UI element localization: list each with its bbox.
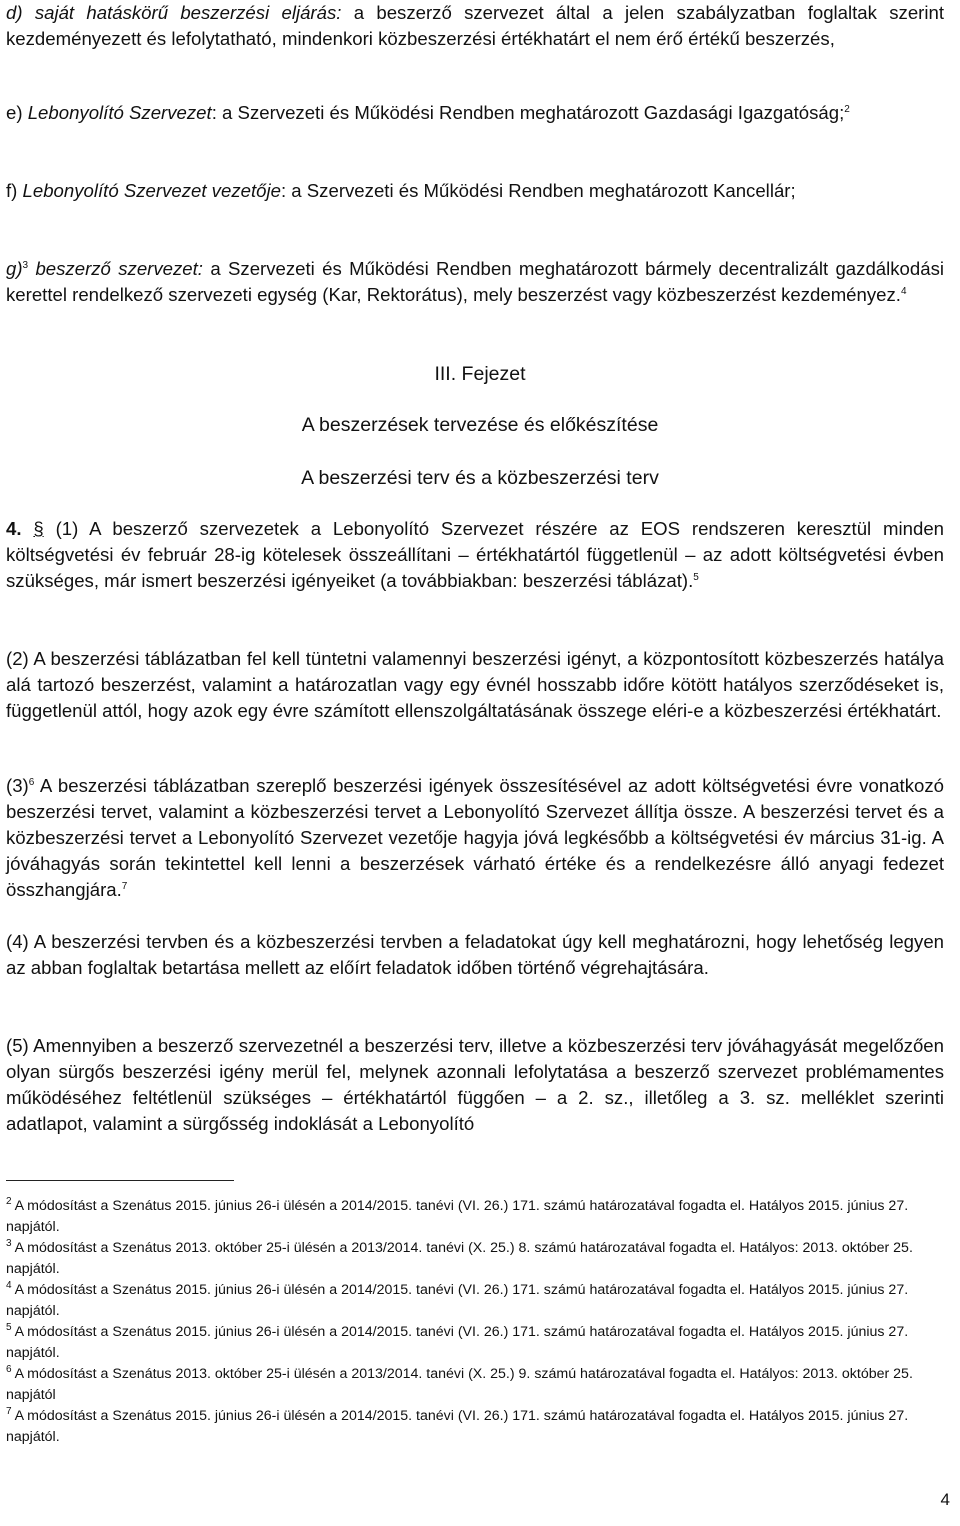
footnote-text: A módosítást a Szenátus 2015. június 26-i ülésén a 2014/2015. tanévi (VI. 26.) 171. számú határozatával fogadta el. Hatályos 2015. június 27. napjától. <box>6 1324 909 1361</box>
p3-prefix: (3) <box>6 775 29 796</box>
section-4-number: 4. <box>6 518 22 539</box>
definition-g-text: a Szervezeti és Működési Rendben meghatározott bármely decentralizált gazdálkodási kerettel rendelkező szervezeti egység (Kar, Rektorátus), mely beszerzést vagy közbeszerzést kezdeményez. <box>6 258 944 305</box>
footnote-ref-4[interactable]: 4 <box>900 285 907 297</box>
section-symbol: § <box>33 518 44 539</box>
p3-text: A beszerzési táblázatban szereplő beszerzési igények összesítésével az adott költségvetési évre vonatkozó beszerzési tervet, valamint a közbeszerzési tervet a Lebonyolító Szervezet állítja össze. A beszerzési tervet és a közbeszerzési tervet a Lebonyolító Szervezet vezetője hagyja jóvá legkésőbb a költségvetési év március 31-ig. A jóváhagyás során tekintettel kell lenni a beszerzések várható értéke és a rendelkezésre álló anyagi fedezet összhangjára. <box>6 775 944 900</box>
footnote-ref-3[interactable]: 3 <box>22 259 29 271</box>
section-subtitle: A beszerzési terv és a közbeszerzési terv <box>301 467 659 489</box>
footnote-number: 6 <box>6 1364 12 1376</box>
footnote-3 <box>6 1238 946 1280</box>
footnote-7 <box>6 1406 946 1448</box>
footnote-number: 3 <box>6 1238 12 1250</box>
footnote-number: 5 <box>6 1322 12 1334</box>
footnote-6 <box>6 1364 946 1406</box>
chapter-title: A beszerzések tervezése és előkészítése <box>301 414 659 436</box>
definition-f-text: : a Szervezeti és Működési Rendben meghatározott Kancellár; <box>280 180 796 201</box>
footnote-text: A módosítást a Szenátus 2015. június 26-i ülésén a 2014/2015. tanévi (VI. 26.) 171. számú határozatával fogadta el. Hatályos 2015. június 27. napjától. <box>6 1282 909 1319</box>
footnote-5 <box>6 1322 946 1364</box>
footnote-text: A módosítást a Szenátus 2013. október 25-i ülésén a 2013/2014. tanévi (X. 25.) 9. számú határozatával fogadta el. Hatályos: 2013. október 25. napjától <box>6 1366 913 1403</box>
footnote-number: 2 <box>6 1196 12 1208</box>
chapter-number: III. Fejezet <box>434 363 526 385</box>
footnote-divider <box>6 1180 234 1181</box>
footnote-4 <box>6 1280 946 1322</box>
footnote-ref-5[interactable]: 5 <box>693 571 699 583</box>
page-number: 4 <box>940 1490 950 1509</box>
footnote-text: A módosítást a Szenátus 2015. június 26-i ülésén a 2014/2015. tanévi (VI. 26.) 171. számú határozatával fogadta el. Hatályos 2015. június 27. napjától. <box>6 1408 909 1445</box>
definition-f <box>6 178 944 204</box>
footnote-number: 7 <box>6 1406 12 1418</box>
definition-e <box>6 100 944 126</box>
definition-e-prefix: e) <box>6 102 28 123</box>
footnote-ref-7[interactable]: 7 <box>121 880 128 892</box>
definition-g-prefix: g) <box>6 258 23 279</box>
definition-e-term: Lebonyolító Szervezet <box>27 102 212 123</box>
definition-g-term: beszerző szervezet: <box>28 258 203 279</box>
section-4-paragraph-5: (5) Amennyiben a beszerző szervezetnél a beszerzési terv, illetve a közbeszerzési terv jóváhagyását megelőzően olyan sürgős beszerzési igény merül fel, melynek azonnali lefolytatása a beszerző szervezet problémamentes működéséhez feltétlenül szükséges – értékhatártól függően – a 2. sz., illetőleg a 3. sz. melléklet szerinti adatlapot, valamint a sürgősség indoklását a Lebonyolító <box>6 1035 944 1134</box>
definition-e-text: : a Szervezeti és Működési Rendben meghatározott Gazdasági Igazgatóság; <box>211 102 845 123</box>
footnote-ref-6[interactable]: 6 <box>28 776 35 788</box>
definition-f-term: Lebonyolító Szervezet vezetője <box>22 180 281 201</box>
definition-d-text: a beszerző szervezet által a jelen szabályzatban foglaltak szerint kezdeményezett és lefolytatható, mindenkori közbeszerzési értékhatárt el nem érő értékű beszerzés, <box>6 2 944 49</box>
definition-g <box>6 256 944 308</box>
definition-f-prefix: f) <box>6 180 23 201</box>
footnote-text: A módosítást a Szenátus 2015. június 26-i ülésén a 2014/2015. tanévi (VI. 26.) 171. számú határozatával fogadta el. Hatályos 2015. június 27. napjától. <box>6 1198 909 1235</box>
definition-d-term: d) saját hatáskörű beszerzési eljárás: <box>6 2 342 23</box>
footnote-text: A módosítást a Szenátus 2013. október 25-i ülésén a 2013/2014. tanévi (X. 25.) 8. számú határozatával fogadta el. Hatályos: 2013. október 25. napjától. <box>6 1240 913 1277</box>
section-4-paragraph-2: (2) A beszerzési táblázatban fel kell tüntetni valamennyi beszerzési igényt, a központosított közbeszerzés hatálya alá tartozó beszerzést, valamint a határozatlan vagy egy évnél hosszabb időre kötött hatályos szerződéseket is, függetlenül attól, hogy azok egy évre számított ellenszolgáltatásának összege eléri-e a közbeszerzési értékhatárt. <box>6 648 944 721</box>
footnote-number: 4 <box>6 1280 12 1292</box>
definition-d <box>6 0 944 52</box>
footnote-2 <box>6 1196 946 1238</box>
section-4-paragraph-1 <box>6 516 944 594</box>
section-4-paragraph-3 <box>6 773 944 903</box>
section-4-p1-text: (1) A beszerző szervezetek a Lebonyolító Szervezet részére az EOS rendszeren keresztül minden költségvetési év február 28-ig kötelesek összeállítani – értékhatártól függetlenül – az adott költségvetési évben szükséges, már ismert beszerzési igényeiket (a továbbiakban: beszerzési táblázat). <box>6 518 944 591</box>
section-4-paragraph-4: (4) A beszerzési tervben és a közbeszerzési tervben a feladatokat úgy kell meghatározni, hogy lehetőség legyen az abban foglaltak betartása mellett az előírt feladatok időben történő végrehajtására. <box>6 931 944 978</box>
footnote-ref-2[interactable]: 2 <box>844 103 850 115</box>
